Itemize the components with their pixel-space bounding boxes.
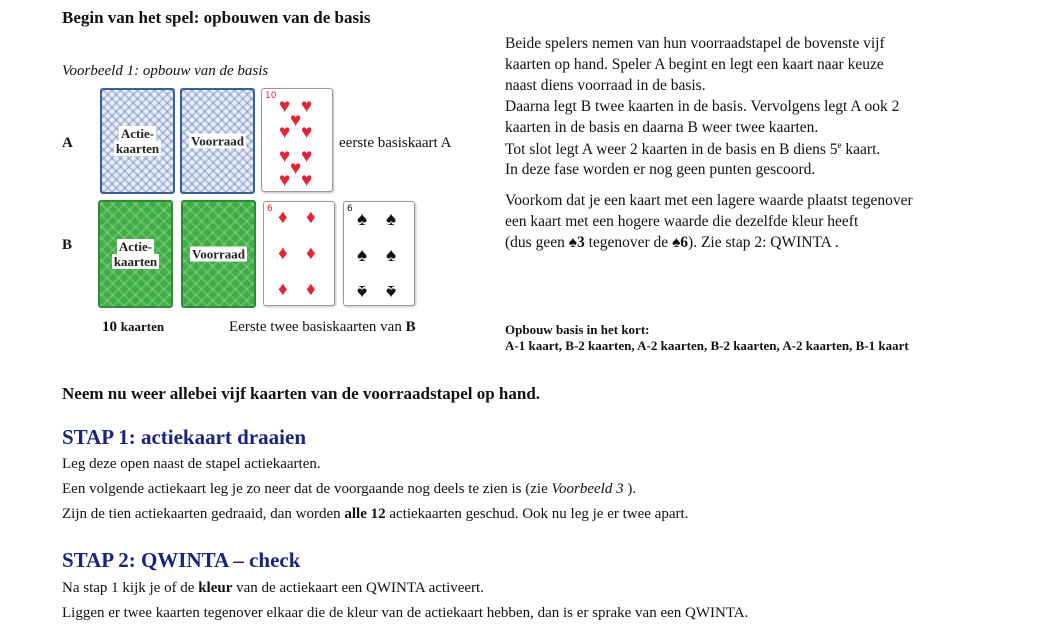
intro-line: Daarna legt B twee kaarten in de basis. Vervolgens legt A ook 2 <box>505 98 900 115</box>
intro-line: Beide spelers nemen van hun voorraadstapel de bovenste vijf <box>505 35 885 52</box>
step1-line: Een volgende actiekaart leg je zo neer dat de voorgaande nog deels te zien is (zie Voorbeeld 3 ). <box>62 481 637 497</box>
first-base-card-label: eerste basiskaart A <box>339 135 452 151</box>
card-rank: 6 <box>347 204 353 214</box>
card-rank: 10 <box>265 91 277 101</box>
diamond-suit-icon: ♦ <box>306 243 316 264</box>
actie-label-line1: Actie- <box>120 126 155 141</box>
voorraad-pile-card-a <box>180 88 255 194</box>
actie-pile-card-a <box>100 88 175 194</box>
example-caption: Voorbeeld 1: opbouw van de basis <box>62 63 269 79</box>
intro-line: kaarten op hand. Speler A begint en legt een kaart naar keuze <box>505 56 884 73</box>
step1-title: STAP 1: actiekaart draaien <box>62 425 307 449</box>
player-b-label: B <box>62 237 73 253</box>
heart-suit-icon: ♥ <box>279 146 291 167</box>
six-of-spades-card <box>343 201 415 306</box>
spade-suit-icon: ♠ <box>386 281 397 302</box>
step2-line: Liggen er twee kaarten tegenover elkaar die de kleur van de actiekaart hebben, dan is er sprake van een QWINTA. <box>62 605 749 621</box>
step2-line: Na stap 1 kijk je of de kleur van de actiekaart een QWINTA activeert. <box>62 580 484 596</box>
diamond-suit-icon: ♦ <box>306 279 316 300</box>
diamond-suit-icon: ♦ <box>306 207 316 228</box>
actie-label-line1: Actie- <box>118 239 153 254</box>
diamond-suit-icon: ♦ <box>278 243 288 264</box>
voorraad-label: Voorraad <box>191 133 244 149</box>
actie-label-line2: kaarten <box>115 141 160 156</box>
intro-line: Tot slot legt A weer 2 kaarten in de basis en B diens 5e kaart. <box>505 140 881 159</box>
heart-suit-icon: ♥ <box>279 96 291 117</box>
diamond-suit-icon: ♦ <box>278 207 288 228</box>
heart-suit-icon: ♥ <box>301 122 313 143</box>
actie-pile-card-b <box>98 200 173 308</box>
card-rank: 6 <box>267 204 273 214</box>
actie-label-line2: kaarten <box>113 254 158 269</box>
summary-text: A-1 kaart, B-2 kaarten, A-2 kaarten, B-2 kaarten, A-2 kaarten, B-1 kaart <box>505 338 909 353</box>
spade-suit-icon: ♠ <box>386 245 397 266</box>
diamond-suit-icon: ♦ <box>278 279 288 300</box>
spade-suit-icon: ♠ <box>386 209 397 230</box>
warning-line: Voorkom dat je een kaart met een lagere waarde plaatst tegenover <box>505 192 913 209</box>
heart-suit-icon: ♥ <box>301 170 313 191</box>
step2-title: STAP 2: QWINTA – check <box>62 548 301 572</box>
player-a-label: A <box>62 135 73 151</box>
heart-suit-icon: ♥ <box>301 96 313 117</box>
intro-line: kaarten in de basis en daarna B weer twee kaarten. <box>505 119 819 136</box>
spade-suit-icon: ♠ <box>357 209 368 230</box>
heart-suit-icon: ♥ <box>290 110 302 131</box>
actie-card-count: 10 kaarten <box>102 319 165 335</box>
warning-line: (dus geen ♠3 tegenover de ♠6). Zie stap 2: QWINTA . <box>505 234 839 251</box>
voorraad-label: Voorraad <box>192 246 245 262</box>
intro-line: naast diens voorraad in de basis. <box>505 77 706 94</box>
heart-suit-icon: ♥ <box>279 122 291 143</box>
step1-line: Zijn de tien actiekaarten gedraaid, dan worden alle 12 actiekaarten geschud. Ook nu leg je er twee apart. <box>62 506 689 522</box>
b-base-cards-caption: Eerste twee basiskaarten van B <box>229 319 416 335</box>
intro-line: In deze fase worden er nog geen punten gescoord. <box>505 161 816 178</box>
spade-three-ref: ♠3 <box>568 234 585 251</box>
step1-line: Leg deze open naast de stapel actiekaarten. <box>62 456 321 472</box>
section-heading: Begin van het spel: opbouwen van de basis <box>62 8 371 27</box>
spade-suit-icon: ♠ <box>357 245 368 266</box>
warning-line: een kaart met een hogere waarde die dezelfde kleur heeft <box>505 213 859 230</box>
heart-suit-icon: ♥ <box>301 146 313 167</box>
voorraad-pile-card-b <box>181 200 256 308</box>
six-of-diamonds-card <box>263 201 335 306</box>
heart-suit-icon: ♥ <box>279 170 291 191</box>
summary-title: Opbouw basis in het kort: <box>505 322 650 337</box>
draw-cards-heading: Neem nu weer allebei vijf kaarten van de voorraadstapel op hand. <box>62 384 541 403</box>
spade-suit-icon: ♠ <box>357 281 368 302</box>
ten-of-hearts-card <box>261 88 333 192</box>
heart-suit-icon: ♥ <box>290 158 302 179</box>
spade-six-ref: ♠6 <box>672 234 689 251</box>
